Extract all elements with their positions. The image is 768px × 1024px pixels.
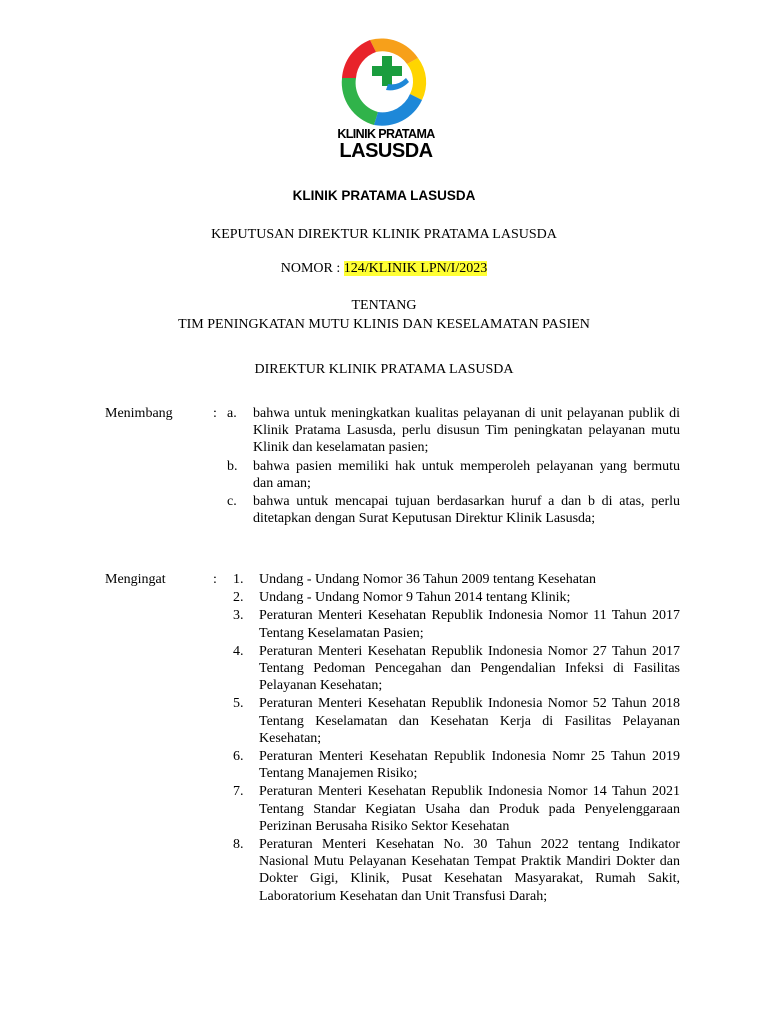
decree-number xyxy=(0,261,768,277)
list-item-text: Peraturan Menteri Kesehatan Republik Indonesia Nomr 25 Tahun 2019 Tentang Manajemen Risiko; xyxy=(259,749,680,782)
clinic-logo xyxy=(330,30,442,162)
list-item xyxy=(227,405,680,457)
mengingat-list xyxy=(233,571,680,906)
mengingat-label: Mengingat xyxy=(105,572,166,587)
list-item xyxy=(233,695,680,747)
list-item xyxy=(233,643,680,695)
list-item xyxy=(233,783,680,835)
logo-text-line1: KLINIK PRATAMA xyxy=(337,127,435,141)
list-item xyxy=(227,458,680,492)
list-item-text: Peraturan Menteri Kesehatan Republik Indonesia Nomor 11 Tahun 2017 Tentang Keselamatan Pasien; xyxy=(259,608,680,641)
list-item-text: Undang - Undang Nomor 9 Tahun 2014 tentang Klinik; xyxy=(259,590,571,606)
list-marker: 2. xyxy=(233,590,244,606)
list-item-text: bahwa untuk mencapai tujuan berdasarkan huruf a dan b di atas, perlu ditetapkan dengan Surat Keputusan Direktur Klinik Lasusda; xyxy=(253,494,680,527)
nomor-value-highlighted: 124/KLINIK LPN/I/2023 xyxy=(343,261,488,276)
list-item xyxy=(233,748,680,782)
list-marker: 7. xyxy=(233,784,244,800)
list-marker: 5. xyxy=(233,696,244,712)
logo-emblem-icon xyxy=(330,30,442,128)
list-item-text: Peraturan Menteri Kesehatan No. 30 Tahun 2022 tentang Indikator Nasional Mutu Pelayanan Kesehatan Tempat Praktik Mandiri Dokter dan Dokter Gigi, Klinik, Pusat Kesehatan Masyarakat, Rumah Sakit, Laboratorium Kesehatan dan Unit Transfusi Darah; xyxy=(259,837,680,904)
list-marker: b. xyxy=(227,458,238,474)
list-item-text: Peraturan Menteri Kesehatan Republik Indonesia Nomor 27 Tahun 2017 Tentang Pedoman Pencegahan dan Pengendalian Infeksi di Fasilitas Pelayanan Kesehatan; xyxy=(259,643,680,694)
mengingat-colon: : xyxy=(213,572,217,587)
list-item-text: bahwa pasien memiliki hak untuk memperoleh pelayanan yang bermutu dan aman; xyxy=(253,458,680,491)
logo-text-line2: LASUSDA xyxy=(339,140,433,162)
list-marker: 8. xyxy=(233,837,244,853)
director-heading: DIREKTUR KLINIK PRATAMA LASUSDA xyxy=(254,362,514,377)
decree-subject: TIM PENINGKATAN MUTU KLINIS DAN KESELAMATAN PASIEN xyxy=(178,317,590,332)
list-item xyxy=(233,589,680,606)
list-marker: 6. xyxy=(233,749,244,765)
tentang-label: TENTANG xyxy=(351,298,417,313)
decree-title: KEPUTUSAN DIREKTUR KLINIK PRATAMA LASUSDA xyxy=(211,227,557,242)
clinic-name-heading: KLINIK PRATAMA LASUSDA xyxy=(292,188,476,203)
list-item-text: Undang - Undang Nomor 36 Tahun 2009 tentang Kesehatan xyxy=(259,572,597,587)
menimbang-label: Menimbang xyxy=(105,406,173,421)
list-item xyxy=(233,571,680,588)
list-item-text: Peraturan Menteri Kesehatan Republik Indonesia Nomor 52 Tahun 2018 Tentang Keselamatan dan Kesehatan Kerja di Fasilitas Pelayanan Kesehatan; xyxy=(259,696,680,746)
list-marker: a. xyxy=(227,406,237,421)
list-item xyxy=(227,493,680,527)
menimbang-list xyxy=(227,405,680,528)
menimbang-colon: : xyxy=(213,406,217,421)
list-marker: 1. xyxy=(233,572,244,587)
list-item-text: Peraturan Menteri Kesehatan Republik Indonesia Nomor 14 Tahun 2021 Tentang Standar Kegiatan Usaha dan Produk pada Penyelenggaraan Perizinan Berusaha Risiko Sektor Kesehatan xyxy=(259,784,680,834)
list-marker: 4. xyxy=(233,643,244,659)
list-item-text: bahwa untuk meningkatkan kualitas pelayanan di unit pelayanan publik di Klinik Pratama Lasusda, perlu disusun Tim peningkatan pelayanan mutu Klinik dan keselamatan pasien; xyxy=(253,406,680,456)
list-marker: 3. xyxy=(233,608,244,624)
list-item xyxy=(233,836,680,905)
list-marker: c. xyxy=(227,494,237,510)
list-item xyxy=(233,607,680,641)
nomor-label: NOMOR : xyxy=(280,261,344,276)
